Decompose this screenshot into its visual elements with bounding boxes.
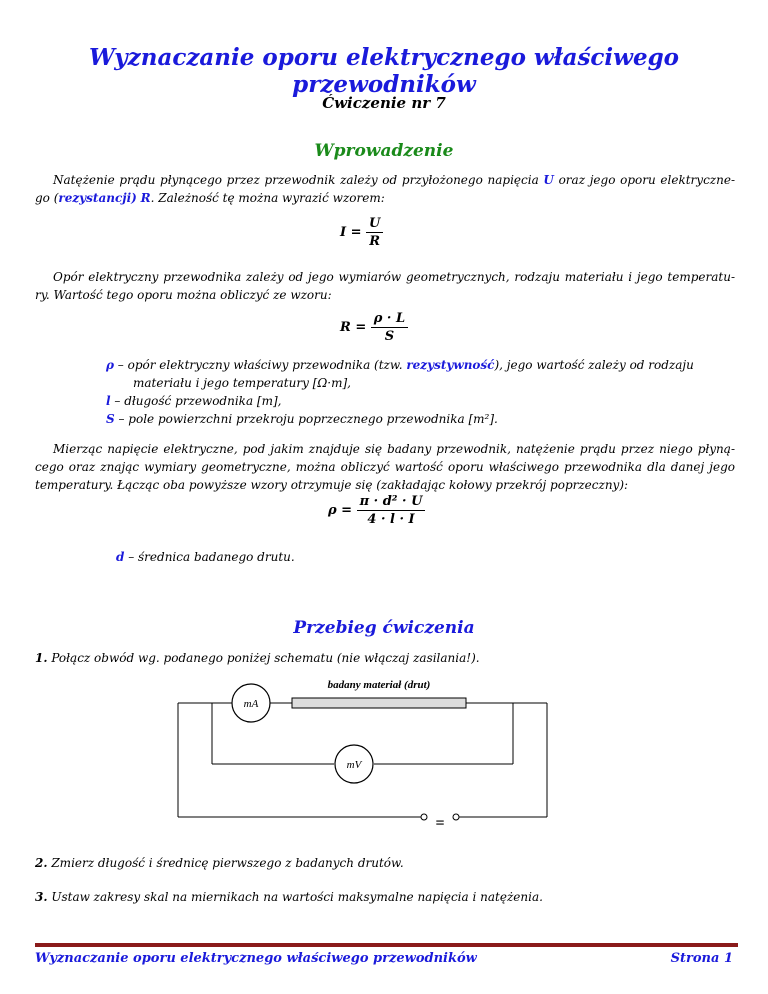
wire-label: badany materiał (drut) <box>327 679 431 691</box>
formula-resistance: R = $\frac{\rho \cdot L}{S}$ <box>340 311 408 344</box>
dc-source-symbol: = <box>435 815 445 830</box>
page-number: Strona 1 <box>670 951 733 966</box>
step-1: 1. Połącz obwód wg. podanego poniżej schematu (nie włączaj zasilania!). <box>35 651 480 665</box>
step-2: 2. Zmierz długość i średnicę pierwszego z badanych drutów. <box>35 856 404 870</box>
page-title: Wyznaczanie oporu elektrycznego właściwego przewodników <box>88 44 680 98</box>
footer-title: Wyznaczanie oporu elektrycznego właściwego przewodników <box>35 951 477 966</box>
source-terminal-left <box>421 814 427 820</box>
formula-ohm: I = $\frac{U}{R}$ <box>340 216 383 249</box>
intro-heading: Wprowadzenie <box>314 141 454 161</box>
exercise-number: Ćwiczenie nr 7 <box>322 94 446 112</box>
wire-sample <box>292 698 466 708</box>
intro-paragraph-2: Opór elektryczny przewodnika zależy od jego wymiarów geometrycznych, rodzaju materiału i jego temperatu-ry. Wartość tego oporu można obliczyć ze wzoru: <box>35 270 735 302</box>
definition-l: l – długość przewodnika [m], <box>106 394 282 408</box>
circuit-diagram <box>0 670 768 830</box>
step-3: 3. Ustaw zakresy skal na miernikach na wartości maksymalne napięcia i natężenia. <box>35 890 543 904</box>
definition-rho-cont: materiału i jego temperatury [Ω·m], <box>133 376 351 390</box>
definition-rho: ρ – opór elektryczny właściwy przewodnika (tzw. rezystywność), jego wartość zależy od rodzaju <box>106 358 694 372</box>
source-terminal-right <box>453 814 459 820</box>
ammeter-label: mA <box>243 698 259 710</box>
voltmeter-label: mV <box>346 759 362 771</box>
footer-divider <box>35 943 738 947</box>
procedure-heading: Przebieg ćwiczenia <box>293 618 475 638</box>
formula-resistivity: ρ = $\frac{\text{π · d² · U}}{4 \cdot l \cdot I}$ <box>328 494 425 527</box>
definition-S: S – pole powierzchni przekroju poprzecznego przewodnika [m²]. <box>106 412 498 426</box>
intro-paragraph-3: Mierząc napięcie elektryczne, pod jakim znajduje się badany przewodnik, natężenie prądu przez niego płyną-cego oraz znając wymiary geometryczne, można obliczyć wartość oporu właściwego przewodnika dla danej jego temperatury. Łącząc oba powyższe wzory otrzymuje się (zakładając kołowy przekrój poprzeczny): <box>35 442 735 492</box>
definition-d: d – średnica badanego drutu. <box>116 550 295 564</box>
intro-paragraph-1: Natężenie prądu płynącego przez przewodnik zależy od przyłożonego napięcia U oraz jego oporu elektryczne-go (rezystancji) R. Zależność tę można wyrazić wzorem: <box>35 173 735 205</box>
